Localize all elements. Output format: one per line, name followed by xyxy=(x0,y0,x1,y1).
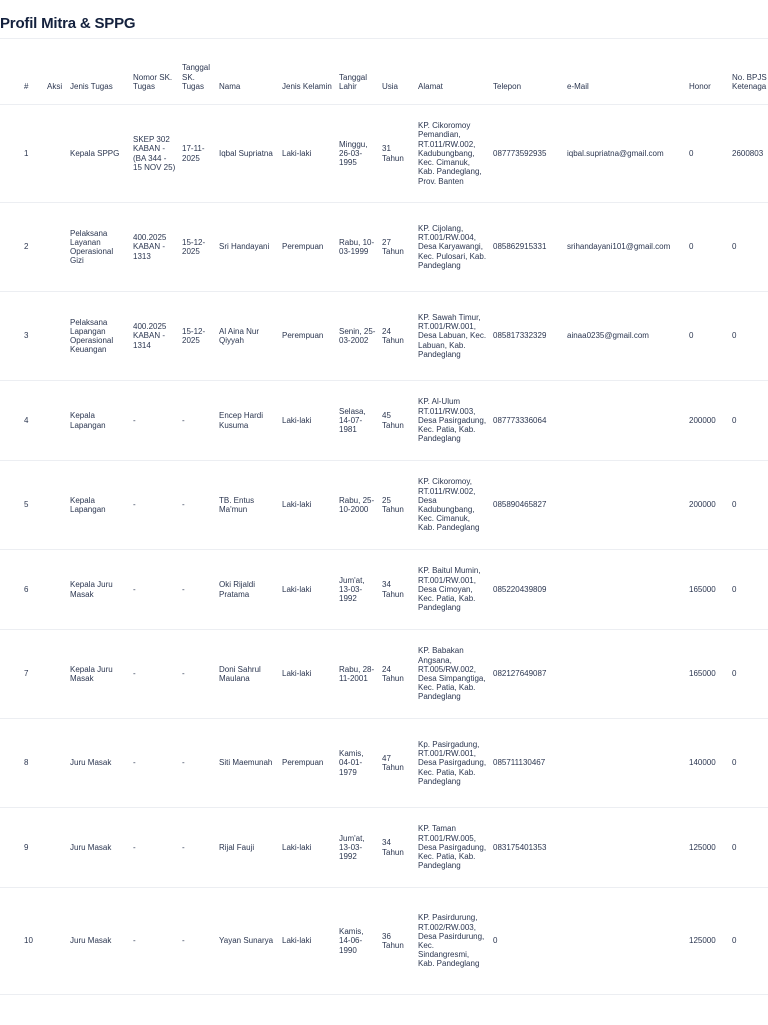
table-row xyxy=(0,888,768,995)
cell-telepon: 0 xyxy=(490,888,564,995)
cell-tanggal-lahir: Kamis, 14-06-1990 xyxy=(336,888,379,995)
cell-usia: 34 Tahun xyxy=(379,808,415,888)
cell-nama: Oki Rijaldi Pratama xyxy=(216,550,279,630)
cell-bpjs: 0 xyxy=(729,808,768,888)
cell-telepon: 087773336064 xyxy=(490,381,564,461)
cell-jenis-tugas: Kepala Lapangan xyxy=(67,381,130,461)
cell-email xyxy=(564,381,686,461)
cell-nama: Al Aina Nur Qiyyah xyxy=(216,292,279,381)
cell-no: 6 xyxy=(0,550,44,630)
cell-tanggal-lahir: Rabu, 25-10-2000 xyxy=(336,461,379,550)
cell-tanggal-sk: - xyxy=(179,888,216,995)
cell-bpjs: 0 xyxy=(729,461,768,550)
cell-email xyxy=(564,630,686,719)
cell-alamat: KP. Babakan Angsana, RT.005/RW.002, Desa Simpangtiga, Kec. Patia, Kab. Pandeglang xyxy=(415,630,490,719)
cell-email xyxy=(564,808,686,888)
profil-table-container[interactable] xyxy=(0,38,768,1025)
table-row xyxy=(0,808,768,888)
cell-usia: 34 Tahun xyxy=(379,550,415,630)
cell-nomor-sk: - xyxy=(130,630,179,719)
cell-tanggal-sk: 17-11-2025 xyxy=(179,105,216,203)
table-row xyxy=(0,203,768,292)
cell-alamat: KP. Cikoromoy, RT.011/RW.002, Desa Kadubungbang, Kec. Cimanuk, Kab. Pandeglang xyxy=(415,461,490,550)
cell-usia: 45 Tahun xyxy=(379,381,415,461)
cell-alamat: KP. Cijolang, RT.001/RW.004, Desa Karyawangi, Kec. Pulosari, Kab. Pandeglang xyxy=(415,203,490,292)
cell-honor: 0 xyxy=(686,105,729,203)
cell-aksi[interactable] xyxy=(44,203,67,292)
cell-tanggal-lahir: Jum'at, 13-03-1992 xyxy=(336,808,379,888)
cell-email xyxy=(564,888,686,995)
cell-usia: 47 Tahun xyxy=(379,719,415,808)
cell-bpjs: 0 xyxy=(729,381,768,461)
cell-jenis-kelamin: Laki-laki xyxy=(279,888,336,995)
cell-nama: TB. Entus Ma'mun xyxy=(216,461,279,550)
cell-honor: 140000 xyxy=(686,719,729,808)
cell-tanggal-lahir: Rabu, 28-11-2001 xyxy=(336,630,379,719)
cell-jenis-tugas: Kepala Lapangan xyxy=(67,461,130,550)
cell-no: 3 xyxy=(0,292,44,381)
header-email[interactable]: e-Mail xyxy=(564,39,686,105)
cell-usia: 31 Tahun xyxy=(379,105,415,203)
cell-nomor-sk: SKEP 302 KABAN - (BA 344 - 15 NOV 25) xyxy=(130,105,179,203)
cell-no: 10 xyxy=(0,888,44,995)
cell-alamat: KP. Cikoromoy Pemandian, RT.011/RW.002, Kadubungbang, Kec. Cimanuk, Kab. Pandeglang, Prov. Banten xyxy=(415,105,490,203)
cell-alamat: Kp. Pasirgadung, RT.001/RW.001, Desa Pasirgadung, Kec. Patia, Kab. Pandeglang xyxy=(415,719,490,808)
cell-nomor-sk: - xyxy=(130,550,179,630)
cell-jenis-kelamin: Laki-laki xyxy=(279,105,336,203)
cell-usia: 36 Tahun xyxy=(379,888,415,995)
header-honor[interactable]: Honor xyxy=(686,39,729,105)
cell-telepon: 083175401353 xyxy=(490,808,564,888)
cell-honor: 200000 xyxy=(686,461,729,550)
header-nama[interactable]: Nama xyxy=(216,39,279,105)
header-tanggal-sk[interactable]: Tanggal SK. Tugas xyxy=(179,39,216,105)
cell-jenis-kelamin: Perempuan xyxy=(279,203,336,292)
cell-usia: 25 Tahun xyxy=(379,461,415,550)
cell-bpjs: 0 xyxy=(729,292,768,381)
cell-aksi[interactable] xyxy=(44,550,67,630)
header-nomor-sk[interactable]: Nomor SK. Tugas xyxy=(130,39,179,105)
cell-jenis-tugas: Juru Masak xyxy=(67,808,130,888)
cell-honor: 200000 xyxy=(686,381,729,461)
cell-tanggal-lahir: Jum'at, 13-03-1992 xyxy=(336,550,379,630)
cell-honor: 165000 xyxy=(686,630,729,719)
cell-email xyxy=(564,550,686,630)
cell-nomor-sk: - xyxy=(130,719,179,808)
cell-no: 8 xyxy=(0,719,44,808)
cell-no: 1 xyxy=(0,105,44,203)
cell-nomor-sk: 400.2025 KABAN - 1313 xyxy=(130,203,179,292)
table-row xyxy=(0,381,768,461)
cell-nomor-sk: - xyxy=(130,888,179,995)
cell-tanggal-sk: - xyxy=(179,630,216,719)
cell-tanggal-sk: 15-12-2025 xyxy=(179,203,216,292)
cell-jenis-kelamin: Laki-laki xyxy=(279,461,336,550)
cell-aksi[interactable] xyxy=(44,888,67,995)
cell-telepon: 085711130467 xyxy=(490,719,564,808)
cell-jenis-tugas: Juru Masak xyxy=(67,719,130,808)
cell-email: srihandayani101@gmail.com xyxy=(564,203,686,292)
cell-telepon: 085890465827 xyxy=(490,461,564,550)
cell-no: 4 xyxy=(0,381,44,461)
cell-nomor-sk: - xyxy=(130,381,179,461)
cell-usia: 24 Tahun xyxy=(379,292,415,381)
header-usia[interactable]: Usia xyxy=(379,39,415,105)
cell-no: 2 xyxy=(0,203,44,292)
cell-bpjs: 0 xyxy=(729,719,768,808)
cell-nama: Rijal Fauji xyxy=(216,808,279,888)
cell-alamat: KP. Pasirdurung, RT.002/RW.003, Desa Pasirdurung, Kec. Sindangresmi, Kab. Pandeglang xyxy=(415,888,490,995)
cell-telepon: 082127649087 xyxy=(490,630,564,719)
cell-aksi[interactable] xyxy=(44,630,67,719)
cell-alamat: KP. Al-Ulum RT.011/RW.003, Desa Pasirgadung, Kec. Patia, Kab. Pandeglang xyxy=(415,381,490,461)
cell-tanggal-lahir: Selasa, 14-07-1981 xyxy=(336,381,379,461)
cell-tanggal-sk: - xyxy=(179,461,216,550)
cell-telepon: 085862915331 xyxy=(490,203,564,292)
cell-telepon: 087773592935 xyxy=(490,105,564,203)
cell-aksi[interactable] xyxy=(44,381,67,461)
cell-tanggal-lahir: Kamis, 04-01-1979 xyxy=(336,719,379,808)
cell-no: 9 xyxy=(0,808,44,888)
cell-bpjs: 0 xyxy=(729,630,768,719)
header-telepon[interactable]: Telepon xyxy=(490,39,564,105)
page-title: Profil Mitra & SPPG xyxy=(0,15,136,32)
cell-nama: Iqbal Supriatna xyxy=(216,105,279,203)
cell-nama: Yayan Sunarya xyxy=(216,888,279,995)
cell-usia: 24 Tahun xyxy=(379,630,415,719)
cell-tanggal-lahir: Rabu, 10-03-1999 xyxy=(336,203,379,292)
cell-honor: 125000 xyxy=(686,888,729,995)
cell-alamat: KP. Baitul Mumin, RT.001/RW.001, Desa Cimoyan, Kec. Patia, Kab. Pandeglang xyxy=(415,550,490,630)
cell-jenis-tugas: Pelaksana Layanan Operasional Gizi xyxy=(67,203,130,292)
table-row xyxy=(0,292,768,381)
cell-email xyxy=(564,461,686,550)
cell-honor: 0 xyxy=(686,292,729,381)
header-jenis-tugas[interactable]: Jenis Tugas xyxy=(67,39,130,105)
header-bpjs[interactable]: No. BPJS Ketenaga xyxy=(729,39,768,105)
cell-nomor-sk: - xyxy=(130,808,179,888)
cell-bpjs: 0 xyxy=(729,203,768,292)
cell-alamat: KP. Taman RT.001/RW.005, Desa Pasirgadung, Kec. Patia, Kab. Pandeglang xyxy=(415,808,490,888)
cell-aksi[interactable] xyxy=(44,719,67,808)
header-tanggal-lahir[interactable]: Tanggal Lahir xyxy=(336,39,379,105)
cell-no: 5 xyxy=(0,461,44,550)
cell-aksi[interactable] xyxy=(44,292,67,381)
cell-jenis-tugas: Pelaksana Lapangan Operasional Keuangan xyxy=(67,292,130,381)
cell-jenis-tugas: Kepala Juru Masak xyxy=(67,550,130,630)
cell-jenis-kelamin: Laki-laki xyxy=(279,630,336,719)
cell-usia: 27 Tahun xyxy=(379,203,415,292)
cell-email: ainaa0235@gmail.com xyxy=(564,292,686,381)
cell-tanggal-lahir: Senin, 25-03-2002 xyxy=(336,292,379,381)
cell-telepon: 085817332329 xyxy=(490,292,564,381)
cell-nama: Sri Handayani xyxy=(216,203,279,292)
cell-jenis-tugas: Kepala SPPG xyxy=(67,105,130,203)
cell-honor: 0 xyxy=(686,203,729,292)
cell-alamat: KP. Sawah Timur, RT.001/RW.001, Desa Labuan, Kec. Labuan, Kab. Pandeglang xyxy=(415,292,490,381)
cell-tanggal-sk: - xyxy=(179,719,216,808)
header-aksi[interactable]: Aksi xyxy=(44,39,67,105)
cell-jenis-kelamin: Laki-laki xyxy=(279,381,336,461)
cell-bpjs: 0 xyxy=(729,888,768,995)
cell-tanggal-sk: - xyxy=(179,550,216,630)
cell-nama: Encep Hardi Kusuma xyxy=(216,381,279,461)
cell-no: 7 xyxy=(0,630,44,719)
table-row xyxy=(0,461,768,550)
cell-nama: Doni Sahrul Maulana xyxy=(216,630,279,719)
cell-nomor-sk: 400.2025 KABAN - 1314 xyxy=(130,292,179,381)
cell-aksi[interactable] xyxy=(44,808,67,888)
cell-honor: 165000 xyxy=(686,550,729,630)
cell-honor: 125000 xyxy=(686,808,729,888)
cell-jenis-kelamin: Perempuan xyxy=(279,719,336,808)
cell-aksi[interactable] xyxy=(44,461,67,550)
cell-nama: Siti Maemunah xyxy=(216,719,279,808)
cell-jenis-kelamin: Perempuan xyxy=(279,292,336,381)
cell-bpjs: 2600803 xyxy=(729,105,768,203)
profil-table xyxy=(0,39,768,995)
cell-jenis-kelamin: Laki-laki xyxy=(279,808,336,888)
header-alamat[interactable]: Alamat xyxy=(415,39,490,105)
cell-aksi[interactable] xyxy=(44,105,67,203)
cell-nomor-sk: - xyxy=(130,461,179,550)
cell-tanggal-sk: - xyxy=(179,808,216,888)
cell-bpjs: 0 xyxy=(729,550,768,630)
cell-email: iqbal.supriatna@gmail.com xyxy=(564,105,686,203)
table-row xyxy=(0,105,768,203)
table-row xyxy=(0,630,768,719)
table-row xyxy=(0,719,768,808)
cell-tanggal-sk: 15-12-2025 xyxy=(179,292,216,381)
cell-jenis-tugas: Kepala Juru Masak xyxy=(67,630,130,719)
table-row xyxy=(0,550,768,630)
cell-telepon: 085220439809 xyxy=(490,550,564,630)
cell-jenis-kelamin: Laki-laki xyxy=(279,550,336,630)
header-no[interactable]: # xyxy=(0,39,44,105)
table-header-row xyxy=(0,39,768,105)
cell-tanggal-lahir: Minggu, 26-03-1995 xyxy=(336,105,379,203)
cell-email xyxy=(564,719,686,808)
cell-tanggal-sk: - xyxy=(179,381,216,461)
cell-jenis-tugas: Juru Masak xyxy=(67,888,130,995)
header-jenis-kelamin[interactable]: Jenis Kelamin xyxy=(279,39,336,105)
